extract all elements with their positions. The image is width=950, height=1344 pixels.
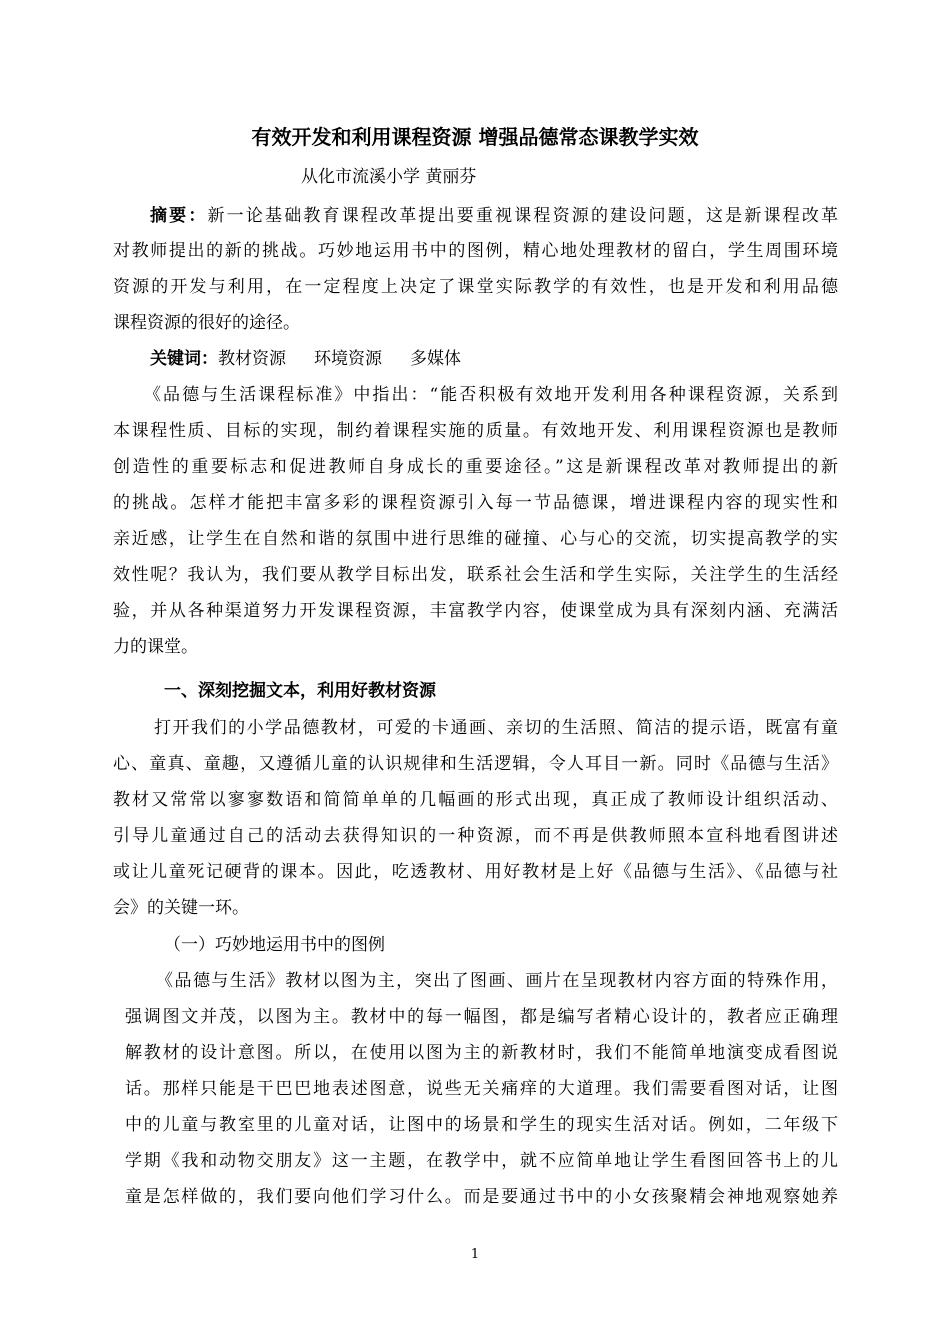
section1-line-3: 教材又常常以寥寥数语和简简单单的几幅画的形式出现，真正成了教师设计组织活动、 xyxy=(113,790,838,810)
subsection-line-4: 话。那样只能是干巴巴地表述图意，说些无关痛痒的大道理。我们需要看图对话，让图 xyxy=(125,1079,838,1099)
subsection-line-5: 中的儿童与教室里的儿童对话，让图中的场景和学生的现实生活对话。例如，二年级下 xyxy=(125,1115,838,1135)
document-title: 有效开发和利用课程资源 增强品德常态课教学实效 xyxy=(251,125,699,149)
abstract-text: 新一论基础教育课程改革提出要重视课程资源的建设问题，这是新课程改革 xyxy=(207,206,838,226)
intro-line-1: 《品德与生活课程标准》中指出：“能否积极有效地开发利用各种课程资源，关系到 xyxy=(144,385,838,405)
intro-line-8: 力的课堂。 xyxy=(113,637,198,657)
section1-line-5: 或让儿童死记硬背的课本。因此，吃透教材、用好教材是上好《品德与生活》、《品德与社 xyxy=(113,862,838,882)
abstract-line-3: 资源的开发与利用，在一定程度上决定了课堂实际教学的有效性，也是开发和利用品德 xyxy=(113,277,838,297)
subsection-line-2: 强调图文并茂，以图为主。教材中的每一幅图，都是编写者精心设计的，教者应正确理 xyxy=(125,1007,838,1027)
intro-line-2: 本课程性质、目标的实现，制约着课程实施的质量。有效地开发、利用课程资源也是教师 xyxy=(113,421,838,441)
keyword-item: 环境资源 xyxy=(314,349,382,369)
abstract-line-4: 课程资源的很好的途径。 xyxy=(113,313,300,333)
keyword-item: 教材资源 xyxy=(218,349,286,369)
subsection-line-6: 学期《我和动物交朋友》这一主题，在教学中，就不应简单地让学生看图回答书上的儿 xyxy=(125,1151,838,1171)
subsection-line-3: 解教材的设计意图。所以，在使用以图为主的新教材时，我们不能简单地演变成看图说 xyxy=(125,1043,838,1063)
subsection-line-7: 童是怎样做的，我们要向他们学习什么。而是要通过书中的小女孩聚精会神地观察她养 xyxy=(125,1187,838,1207)
abstract-line-1 xyxy=(150,201,838,231)
author-line: 从化市流溪小学 黄丽芬 xyxy=(301,167,477,187)
section1-line-1: 打开我们的小学品德教材，可爱的卡通画、亲切的生活照、简洁的提示语，既富有童 xyxy=(154,718,838,738)
section-heading: 一、深刻挖掘文本，利用好教材资源 xyxy=(164,681,436,701)
subsection-line-1: 《品德与生活》教材以图为主，突出了图画、画片在呈现教材内容方面的特殊作用， xyxy=(156,971,838,991)
intro-line-7: 验，并从各种渠道努力开发课程资源，丰富教学内容，使课堂成为具有深刻内涵、充满活 xyxy=(113,601,838,621)
page-number: 1 xyxy=(470,1247,480,1262)
abstract-label: 摘要： xyxy=(150,206,208,226)
section1-line-4: 引导儿童通过自己的活动去获得知识的一种资源，而不再是供教师照本宣科地看图讲述 xyxy=(113,826,838,846)
abstract-line-2: 对教师提出的新的挑战。巧妙地运用书中的图例，精心地处理教材的留白，学生周围环境 xyxy=(113,241,838,261)
intro-line-4: 的挑战。怎样才能把丰富多彩的课程资源引入每一节品德课，增进课程内容的现实性和 xyxy=(113,493,838,513)
keywords-label: 关键词： xyxy=(150,349,218,369)
intro-line-6: 效性呢？我认为，我们要从教学目标出发，联系社会生活和学生实际，关注学生的生活经 xyxy=(113,565,838,585)
section1-line-2: 心、童真、童趣，又遵循儿童的认识规律和生活逻辑，令人耳目一新。同时《品德与生活》 xyxy=(113,754,838,774)
subsection-heading: （一）巧妙地运用书中的图例 xyxy=(164,935,385,955)
intro-line-5: 亲近感，让学生在自然和谐的氛围中进行思维的碰撞、心与心的交流，切实提高教学的实 xyxy=(113,529,838,549)
intro-line-3: 创造性的重要标志和促进教师自身成长的重要途径。”这是新课程改革对教师提出的新 xyxy=(113,457,838,477)
section1-line-6: 会》的关键一环。 xyxy=(113,898,249,918)
keyword-item: 多媒体 xyxy=(410,349,461,369)
keywords-line xyxy=(150,344,489,374)
